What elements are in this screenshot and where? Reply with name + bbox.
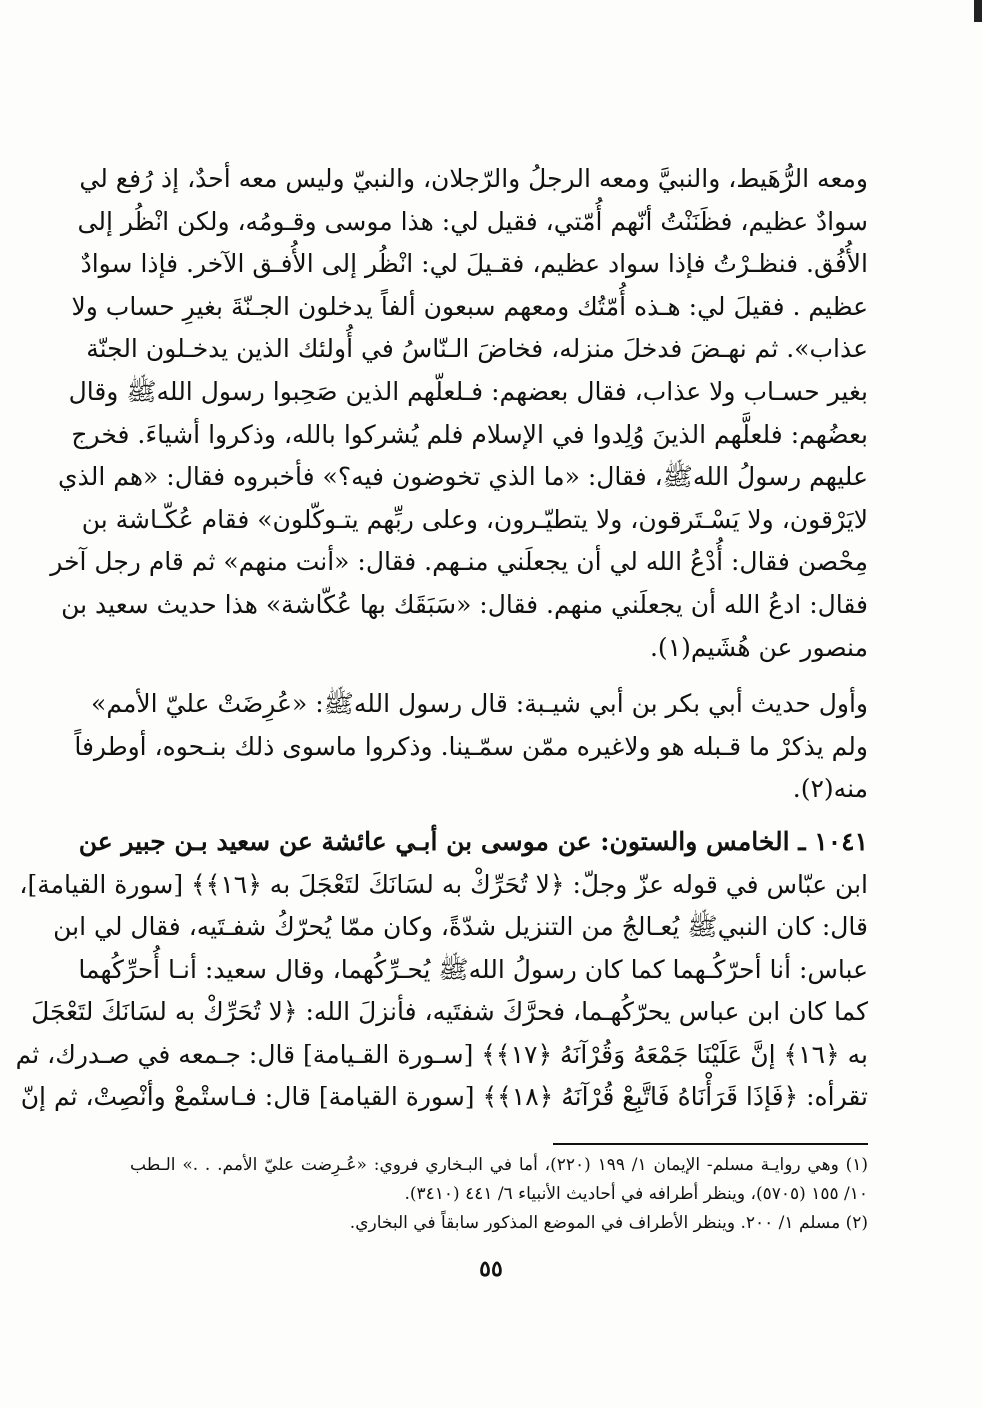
text-line: كما كان ابن عباس يحرّكُهـما، فحرَّكَ شفتَيه، فأنزلَ الله: ﴿لا تُحَرِّكْ به لسَانَكَ لتَعْجَلَ	[31, 997, 868, 1027]
footnote-line: (١) وهي روايـة مسلم- الإيمان ١/ ١٩٩ (٢٢٠)، أما في البـخاري فروي: «عُـرِضت عليّ الأمم. . .» الـطب	[130, 1155, 868, 1175]
text-line: عليهم رسولُ اللهﷺ، فقال: «ما الذي تخوضون فيه؟» فأخبروه فقال: «هم الذي	[58, 462, 868, 492]
page-body	[15, 158, 868, 1119]
text-line: الأُفُق. فنظـرْتُ فإذا سواد عظيم، فقـيلَ لي: انْظُر إلى الأُفـق الآخر. فإذا سوادٌ	[80, 249, 868, 279]
text-line: بعضُهم: فلعلَّهم الذينَ وُلِدوا في الإسلام فلم يُشركوا بالله، وذكروا أشياءَ. فخرج	[71, 419, 868, 449]
text-line: ومعه الرُّهَيط، والنبيَّ ومعه الرجلُ والرّجلان، والنبيّ وليس معه أحدٌ، إذ رُفع لي	[79, 164, 868, 193]
text-line: سوادٌ عظيم، فظَنَنْتُ أنّهم أُمّتي، فقيل لي: هذا موسى وقـومُه، ولكن انْظُر إلى	[77, 206, 868, 236]
text-line: ابن عبّاس في قوله عزّ وجلّ: ﴿لا تُحَرِّكْ به لسَانَكَ لتَعْجَلَ به ﴿١٦﴾﴾ [سورة القيامة]،	[19, 869, 868, 899]
text-line: ولم يذكرْ ما قـبله هو ولاغيره ممّن سمّـينا. وذكروا ماسوى ذلك بنـحوه، أوطرفاً	[74, 731, 868, 761]
text-line: قال: كان النبيﷺ يُعـالجُ من التنزيل شدّةً، وكان ممّا يُحرّكُ شفـتَيه، فقال لي ابن	[53, 912, 868, 942]
text-line: به ﴿١٦﴾ إنَّ عَلَيْنَا جَمْعَهُ وَقُرْآنَهُ ﴿١٧﴾﴾ [سـورة القـيامة] قال: جـمعه في صـدرك، ثم	[15, 1039, 868, 1069]
footnote-line: ١٠/ ١٥٥ (٥٧٠٥)، وينظر أطرافه في أحاديث الأنبياء ٦/ ٤٤١ (٣٤١٠).	[404, 1184, 868, 1204]
paragraph-2	[74, 683, 868, 811]
text-line: وأول حديث أبي بكر بن أبي شيـبة: قال رسول اللهﷺ: «عُرِضَتْ عليّ الأمم»	[91, 689, 868, 719]
text-line: عباس: أنا أحرّكُـهما كما كان رسولُ اللهﷺ يُحـرِّكُهما، وقال سعيد: أنـا أُحرِّكُهما	[78, 954, 868, 984]
text-line: بغير حسـاب ولا عذاب، فقال بعضهم: فـلعلّهم الذين صَحِبوا رسول اللهﷺ وقال	[68, 376, 868, 406]
text-line: منصور عن هُشَيم(١).	[649, 632, 868, 662]
text-line: ١٠٤١ ـ الخامس والستون: عن موسى بن أبـي عائشة عن سعيد بـن جبير عن	[78, 826, 868, 856]
footnote-rule	[553, 1143, 868, 1145]
paragraph-3	[15, 821, 868, 1119]
text-line: تقرأه: ﴿فَإذَا قَرَأْنَاهُ فَاتَّبِعْ قُرْآنَهُ ﴿١٨﴾﴾ [سورة القيامة] قال: فـاستْمعْ وأنْصِتْ، ثم إنّ	[20, 1082, 868, 1112]
footnotes	[130, 1143, 868, 1238]
text-line: عظيم . فقيلَ لي: هـذه أُمّتُك ومعهم سبعون ألفاً يدخلون الجـنّةَ بغيرِ حساب ولا	[71, 291, 868, 321]
text-line: لايَرْقون، ولا يَسْـتَرقون، ولا يتطيّـرون، وعلى ربِّهم يتـوكّلون» فقام عُكّـاشة بن	[81, 504, 868, 534]
text-line: مِحْصن فقال: أُدْعُ الله لي أن يجعلَني منـهم. فقال: «أنت منهم» ثم قام رجل آخر	[50, 547, 868, 577]
footnote-line: (٢) مسلم ١/ ٢٠٠. وينظر الأطراف في الموضع المذكور سابقاً في البخاري.	[349, 1213, 868, 1233]
text-line: عذاب». ثم نهـضَ فدخلَ منزله، فخاضَ الـنّاسُ في أُولئك الذين يدخـلون الجنّة	[86, 334, 868, 364]
scan-corner-mark	[974, 0, 982, 22]
text-line: منه(٢).	[792, 774, 868, 804]
paragraph-1	[50, 158, 868, 669]
page-number: ٥٥	[479, 1256, 503, 1282]
text-line: فقال: ادعُ الله أن يجعلَني منهم. فقال: «سَبَقَك بها عُكّاشة» هذا حديث سعيد بن	[61, 589, 868, 619]
